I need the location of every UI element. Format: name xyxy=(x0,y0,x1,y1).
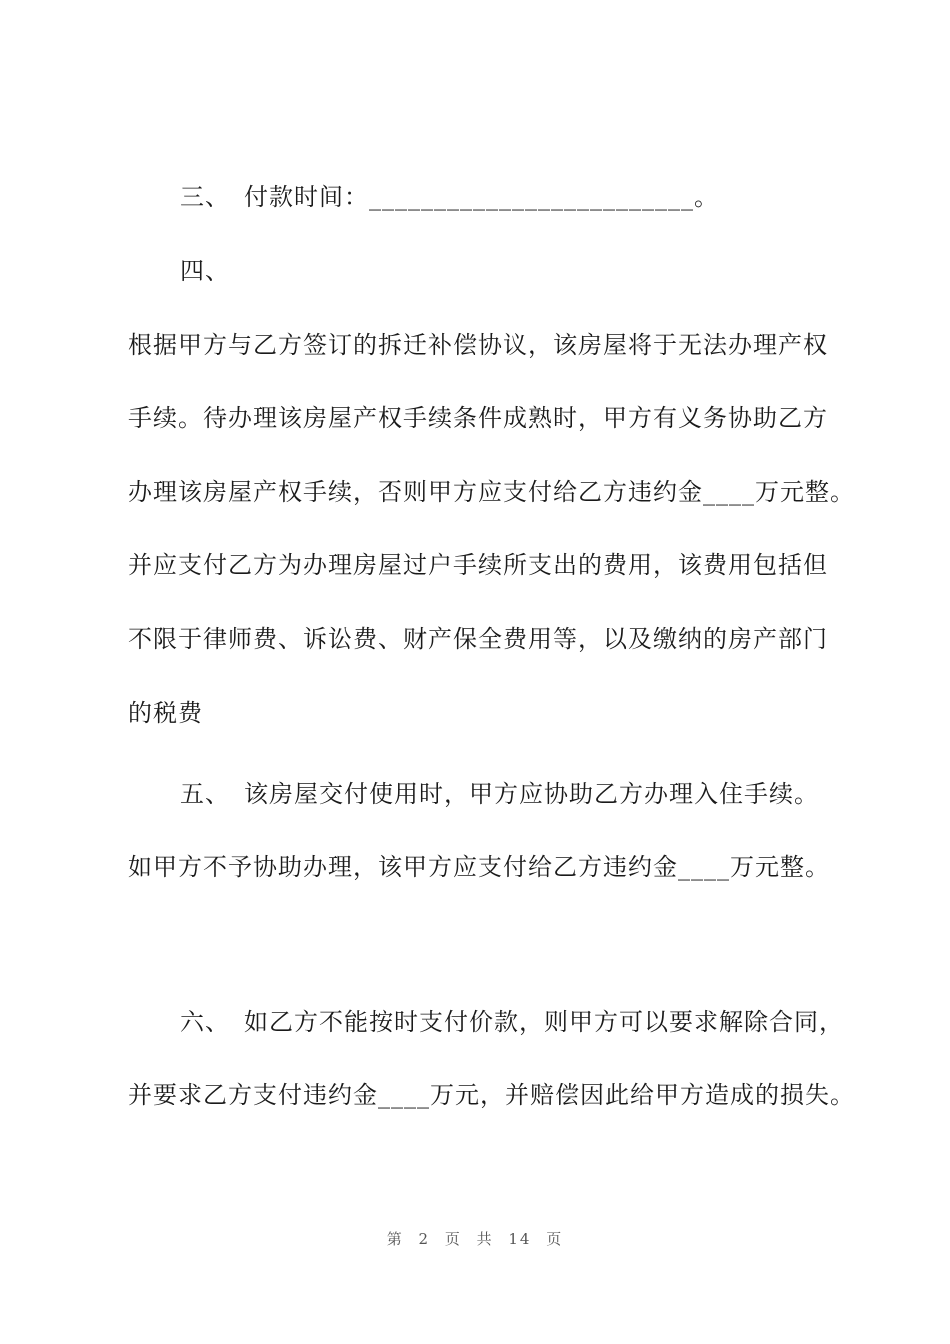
section-6 xyxy=(180,1007,844,1037)
section-4-line-1: 根据甲方与乙方签订的拆迁补偿协议，该房屋将于无法办理产权 xyxy=(128,331,828,359)
section-3-text: 付款时间：_________________________。 xyxy=(244,183,719,211)
section-4-line-6: 的税费 xyxy=(128,699,203,727)
section-6-number: 六、 xyxy=(180,1008,230,1036)
section-4-number: 四、 xyxy=(180,257,230,285)
section-6-line-2: 并要求乙方支付违约金____万元，并赔偿因此给甲方造成的损失。 xyxy=(128,1081,855,1109)
section-5-text: 该房屋交付使用时，甲方应协助乙方办理入住手续。 xyxy=(244,780,819,808)
section-6-text: 如乙方不能按时支付价款，则甲方可以要求解除合同， xyxy=(244,1008,844,1036)
section-5-line-2: 如甲方不予协助办理，该甲方应支付给乙方违约金____万元整。 xyxy=(128,853,830,881)
section-5 xyxy=(180,779,819,809)
section-4-line-5: 不限于律师费、诉讼费、财产保全费用等，以及缴纳的房产部门 xyxy=(128,625,828,653)
section-4-line-4: 并应支付乙方为办理房屋过户手续所支出的费用，该费用包括但 xyxy=(128,551,828,579)
page-footer: 第 2 页 共 14 页 xyxy=(386,1230,564,1248)
section-3 xyxy=(180,182,719,212)
section-3-number: 三、 xyxy=(180,183,230,211)
section-5-number: 五、 xyxy=(180,780,230,808)
section-4-line-3: 办理该房屋产权手续，否则甲方应支付给乙方违约金____万元整。 xyxy=(128,478,855,506)
section-4-line-2: 手续。待办理该房屋产权手续条件成熟时，甲方有义务协助乙方 xyxy=(128,404,828,432)
